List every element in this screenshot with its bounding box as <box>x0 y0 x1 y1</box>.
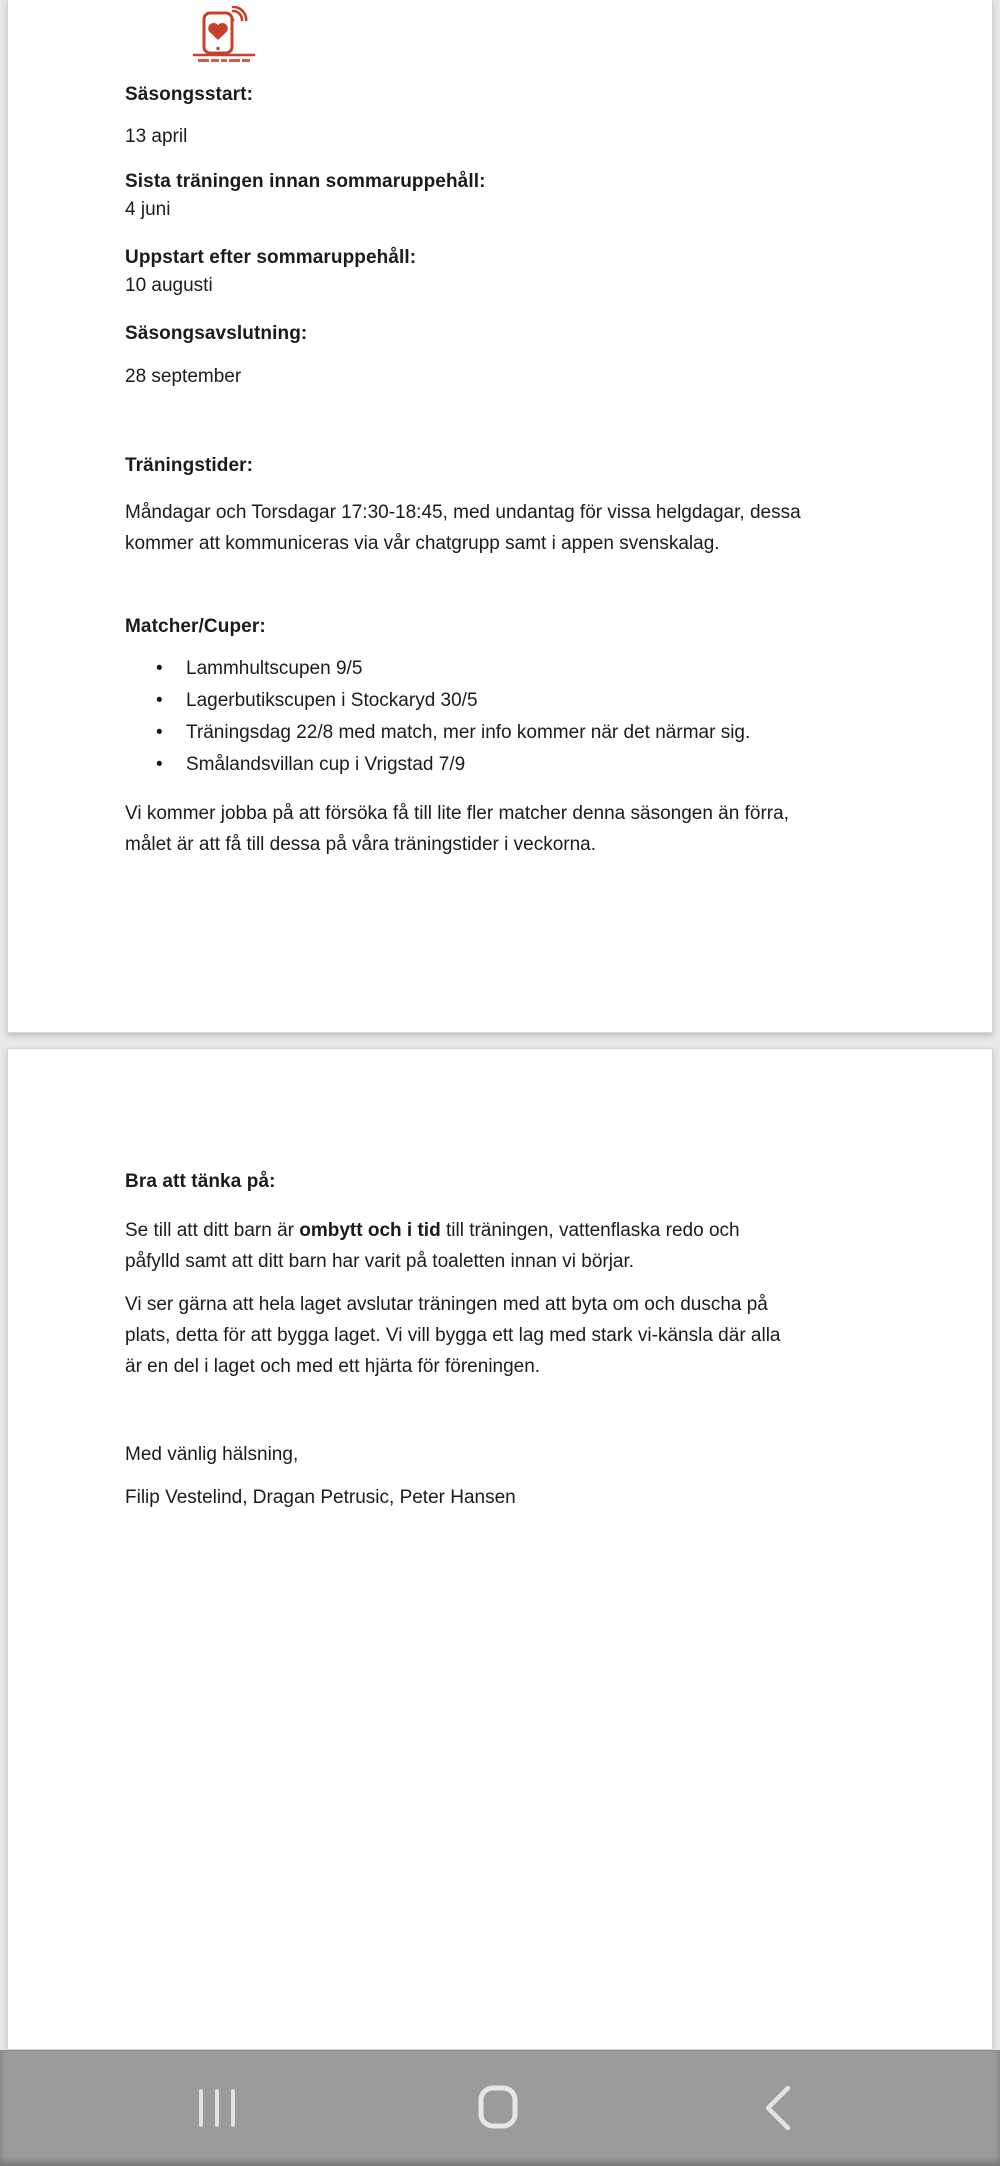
signatures-line: Filip Vestelind, Dragan Petrusic, Peter Hansen <box>125 1487 516 1508</box>
list-item-text: Lammhultscupen 9/5 <box>186 658 363 679</box>
logo-home-dot <box>216 47 219 50</box>
home-button[interactable] <box>478 2085 518 2129</box>
matches-note-paragraph <box>125 798 900 860</box>
closing-line: Med vänlig hälsning, <box>125 1444 299 1465</box>
list-item-text: Träningsdag 22/8 med match, mer info kommer när det närmar sig. <box>186 722 751 743</box>
bullet-dot: • <box>156 690 163 711</box>
paragraph-line: Vi ser gärna att hela laget avslutar träningen med att byta om och duscha på <box>125 1294 768 1315</box>
list-item-text: Lagerbutikscupen i Stockaryd 30/5 <box>186 690 478 711</box>
good-to-know-paragraph <box>125 1215 900 1277</box>
value-season-end: 28 september <box>125 366 242 387</box>
heading-restart: Uppstart efter sommaruppehåll: <box>125 247 417 268</box>
back-button[interactable] <box>763 2085 793 2131</box>
paragraph-line: Vi kommer jobba på att försöka få till lite fler matcher denna säsongen än förra, <box>125 803 789 824</box>
paragraph-line: Se till att ditt barn är ombytt och i tid till träningen, vattenflaska redo och <box>125 1220 740 1241</box>
training-times-paragraph <box>125 497 900 559</box>
bold-text: ombytt och i tid <box>299 1220 441 1241</box>
document-page-1 <box>7 0 993 1033</box>
paragraph-line: påfylld samt att ditt barn har varit på toaletten innan vi börjar. <box>125 1251 635 1272</box>
recents-icon <box>197 2087 239 2129</box>
team-spirit-paragraph <box>125 1289 900 1382</box>
paragraph-line: är en del i laget och med ett hjärta för föreningen. <box>125 1356 541 1377</box>
logo-caption <box>198 59 250 62</box>
paragraph-line: kommer att kommuniceras via vår chatgrupp samt i appen svenskalag. <box>125 533 720 554</box>
paragraph-line: plats, detta för att bygga laget. Vi vill bygga ett lag med stark vi-känsla där alla <box>125 1325 781 1346</box>
list-item-text: Smålandsvillan cup i Vrigstad 7/9 <box>186 754 466 775</box>
heading-season-end: Säsongsavslutning: <box>125 323 308 344</box>
heading-training-times: Träningstider: <box>125 455 254 476</box>
list-item <box>156 685 750 717</box>
heading-season-start: Säsongsstart: <box>125 84 254 105</box>
value-restart: 10 augusti <box>125 275 213 296</box>
heading-good-to-know: Bra att tänka på: <box>125 1171 276 1192</box>
document-page-2 <box>7 1048 993 2050</box>
bullet-dot: • <box>156 658 163 679</box>
matches-bullet-list <box>156 653 750 781</box>
heading-matches: Matcher/Cuper: <box>125 616 266 637</box>
list-item <box>156 749 750 781</box>
android-navigation-bar <box>0 2050 1000 2166</box>
paragraph-line: Måndagar och Torsdagar 17:30-18:45, med undantag för vissa helgdagar, dessa <box>125 502 801 523</box>
value-last-training: 4 juni <box>125 199 171 220</box>
heading-last-training: Sista träningen innan sommaruppehåll: <box>125 171 486 192</box>
list-item <box>156 717 750 749</box>
bullet-dot: • <box>156 754 163 775</box>
list-item <box>156 653 750 685</box>
paragraph-line: målet är att få till dessa på våra träningstider i veckorna. <box>125 834 597 855</box>
back-icon <box>763 2085 793 2131</box>
value-season-start: 13 april <box>125 126 188 147</box>
logo-signal-waves-icon <box>232 7 247 22</box>
bullet-dot: • <box>156 722 163 743</box>
home-icon <box>478 2085 518 2129</box>
recents-button[interactable] <box>197 2087 239 2129</box>
club-logo <box>191 6 257 66</box>
